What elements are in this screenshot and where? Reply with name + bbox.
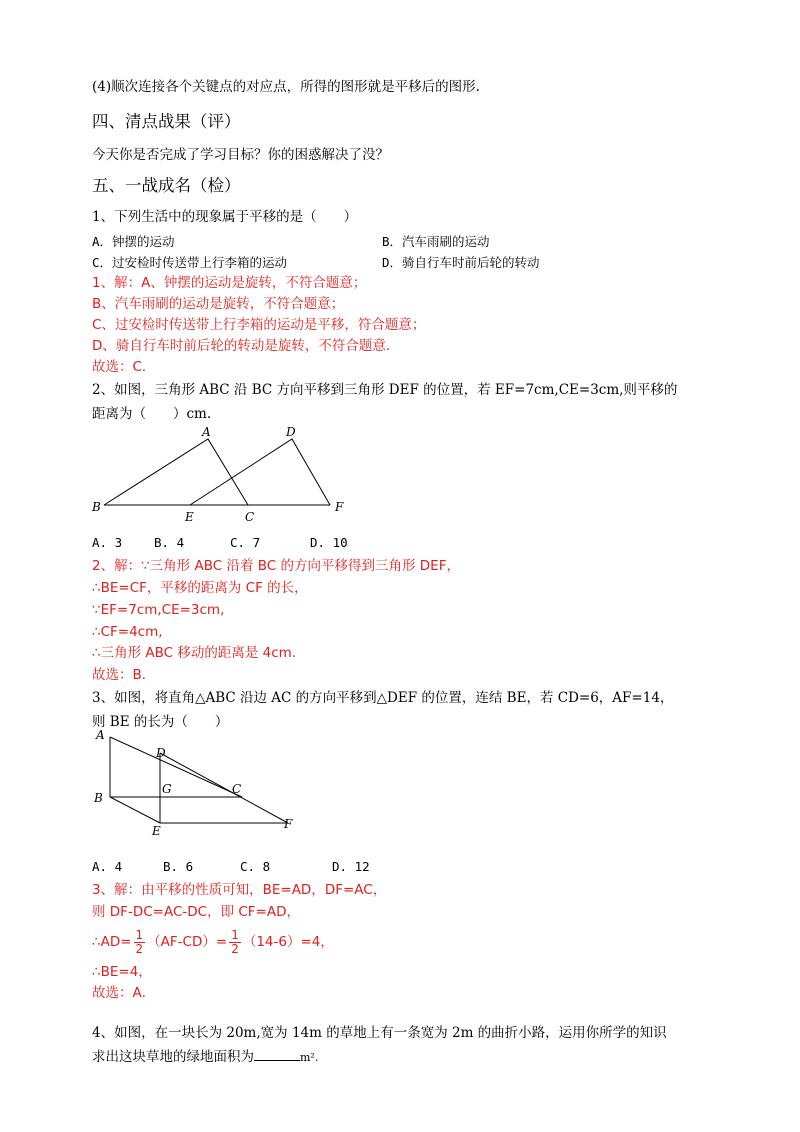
q2-answer: 故选：B． <box>92 667 156 683</box>
q2-label-f: F <box>335 500 344 514</box>
q3-answer: 故选：A． <box>92 985 156 1001</box>
q1-stem: 1、下列生活中的现象属于平移的是（ ） <box>92 209 358 225</box>
section-4-text: 今天你是否完成了学习目标？你的困惑解决了没？ <box>92 147 389 163</box>
q3-solution-line: 3、解：由平移的性质可知，BE=AD，DF=AC， <box>92 882 387 898</box>
q3-calc-mid: （AF-CD）= <box>147 934 228 950</box>
q2-figure <box>88 425 368 525</box>
q3-fraction-numerator: 1 <box>231 927 239 942</box>
q1-solution-line: B、汽车雨刷的运动是旋转，不符合题意； <box>92 296 345 312</box>
q2-label-d: D <box>286 425 296 439</box>
q3-option-b: B. 6 <box>163 859 194 874</box>
q2-solution-line: 2、解：∵三角形 ABC 沿着 BC 的方向平移得到三角形 DEF， <box>92 558 460 574</box>
q3-option-c: C. 8 <box>240 859 271 874</box>
q2-option-c: C. 7 <box>230 535 261 550</box>
q1-solution-line: D、骑自行车时前后轮的转动是旋转，不符合题意． <box>92 338 400 354</box>
section-4-title: 四、清点战果（评） <box>92 112 241 131</box>
q2-solution-line: ∵EF=7cm,CE=3cm, <box>92 602 225 618</box>
q2-solution-line: ∴三角形 ABC 移动的距离是 4cm. <box>92 645 297 661</box>
q2-option-a: A. 3 <box>92 535 123 550</box>
q1-solution-line: 1、解：A、钟摆的运动是旋转，不符合题意； <box>92 275 367 291</box>
q2-label-a: A <box>202 425 211 439</box>
q2-option-d: D. 10 <box>310 535 348 550</box>
q3-option-d: D. 12 <box>332 859 370 874</box>
q3-label-a: A <box>96 728 105 742</box>
q4-stem-line-2 <box>92 1048 318 1067</box>
q3-solution-line: ∴BE=4， <box>92 964 152 980</box>
q4-answer-blank <box>254 1048 300 1061</box>
q3-figure <box>88 725 308 840</box>
q4-unit: m². <box>300 1051 319 1064</box>
q1-answer: 故选：C． <box>92 359 156 375</box>
q2-label-e: E <box>185 510 194 524</box>
q1-option-c: C．过安检时传送带上行李箱的运动 <box>92 255 288 270</box>
q2-solution-line: ∴BE=CF，平移的距离为 CF 的长， <box>92 580 308 596</box>
q3-label-f: F <box>284 817 293 831</box>
q4-stem-line: 4、如图，在一块长为 20m,宽为 14m 的草地上有一条宽为 2m 的曲折小路，运用你所学的知识 <box>92 1025 667 1041</box>
q1-option-a: A．钟摆的运动 <box>92 234 175 249</box>
q3-label-b: B <box>94 791 103 805</box>
q3-label-d: D <box>156 746 166 760</box>
q2-stem-line: 2、如图，三角形 ABC 沿 BC 方向平移到三角形 DEF 的位置，若 EF=7cm,CE=3cm,则平移的 <box>92 382 678 398</box>
q3-fraction <box>229 929 241 956</box>
q4-stem-text: 求出这块草地的绿地面积为 <box>92 1049 254 1065</box>
section-5-title: 五、一战成名（检） <box>92 176 241 195</box>
q3-solution-calc <box>92 924 334 960</box>
q2-label-c: C <box>245 510 255 524</box>
q3-fraction-numerator: 1 <box>135 927 144 942</box>
q3-fraction-denominator: 2 <box>135 941 144 956</box>
q1-option-d: D．骑自行车时前后轮的转动 <box>382 255 540 270</box>
q2-label-b: B <box>92 500 101 514</box>
q1-solution-line: C、过安检时传送带上行李箱的运动是平移，符合题意； <box>92 317 426 333</box>
q2-solution-line: ∴CF=4cm, <box>92 624 163 640</box>
q3-stem-line: 3、如图，将直角△ABC 沿边 AC 的方向平移到△DEF 的位置，连结 BE，若 CD=6，AF=14， <box>92 690 674 706</box>
q2-option-b: B. 4 <box>154 535 185 550</box>
q3-option-a: A. 4 <box>92 859 123 874</box>
q3-solution-line: 则 DF-DC=AC-DC，即 CF=AD， <box>92 904 300 920</box>
q3-label-e: E <box>152 824 161 838</box>
q3-label-c: C <box>232 782 242 796</box>
step-4-text: (4)顺次连接各个关键点的对应点，所得的图形就是平移后的图形. <box>92 79 480 95</box>
q2-stem-line: 距离为（ ）cm. <box>92 406 212 422</box>
q3-label-g: G <box>162 782 172 796</box>
q3-calc-prefix: ∴AD= <box>92 934 132 950</box>
q3-calc-suffix: （14-6）=4， <box>242 934 334 950</box>
q3-fraction <box>134 929 146 956</box>
q3-fraction-denominator: 2 <box>231 941 239 956</box>
q1-option-b: B．汽车雨刷的运动 <box>382 234 490 249</box>
q3-stem-line: 则 BE 的长为（ ） <box>92 714 229 730</box>
